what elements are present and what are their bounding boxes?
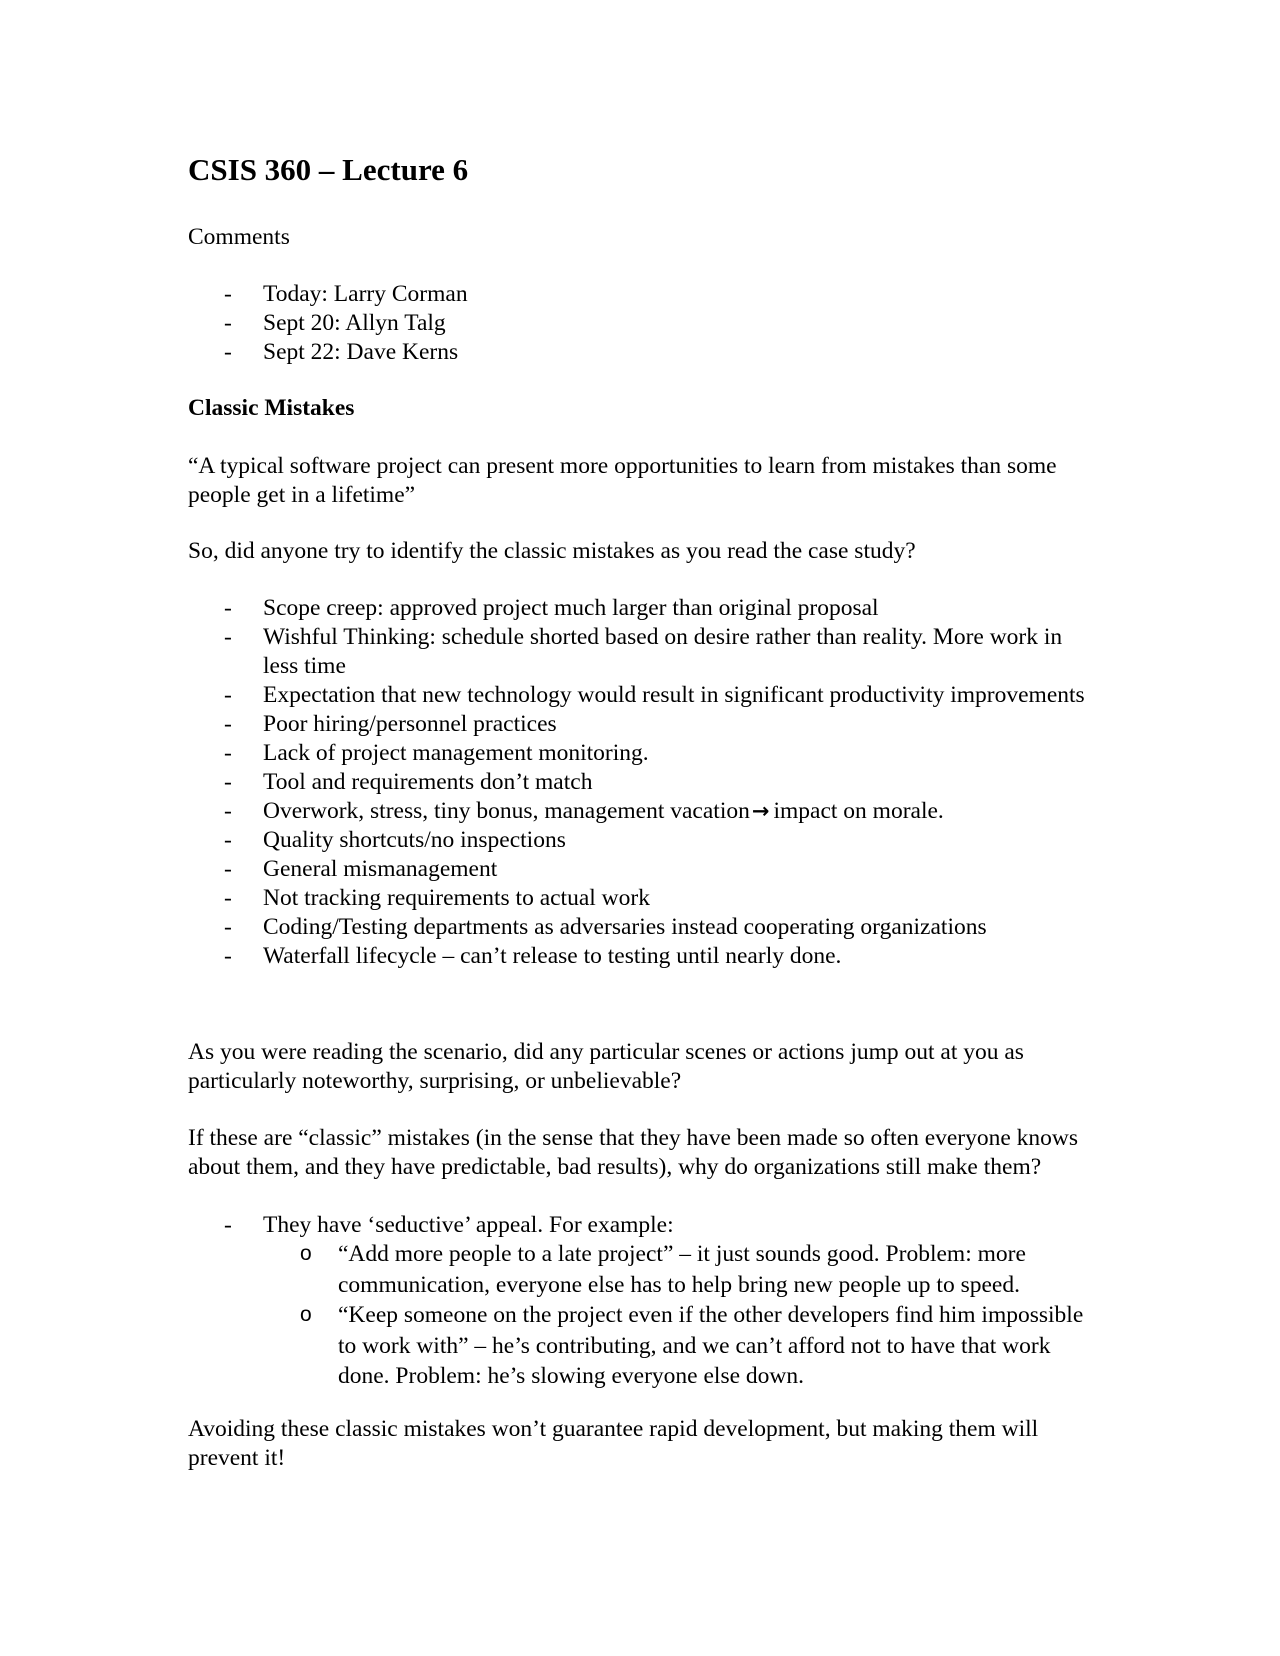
list-item [188,797,1088,826]
list-item [188,1239,1088,1300]
example-text: “Add more people to a late project” – it just sounds good. Problem: more communication, everyone else has to help bring new people up to speed. [338,1241,1026,1298]
why-paragraph: If these are “classic” mistakes (in the sense that they have been made so often everyone knows about them, and they have predictable, bad results), why do organizations still make them? [188,1125,1079,1180]
dash-bullet: - [224,595,232,621]
dash-bullet: - [224,827,232,853]
dash-bullet: - [224,914,232,940]
dash-bullet: - [224,1212,232,1238]
dash-bullet: - [224,711,232,737]
mistakes-list [188,594,1088,971]
mistake-text-before: Overwork, stress, tiny bonus, management vacation [263,798,750,824]
dash-bullet: - [224,740,232,766]
mistake-text: Waterfall lifecycle – can’t release to testing until nearly done. [263,943,842,969]
comments-heading: Comments [188,224,290,250]
dash-bullet: - [224,310,232,336]
appeal-label: They have ‘seductive’ appeal. For example: [263,1212,674,1238]
circle-bullet: o [300,1242,312,1265]
list-item [188,942,1088,971]
list-item [188,826,1088,855]
circle-bullet: o [300,1303,312,1326]
mistake-text: Not tracking requirements to actual work [263,885,650,911]
mistake-text: Coding/Testing departments as adversaries instead cooperating organizations [263,914,987,940]
mistake-text: Quality shortcuts/no inspections [263,827,566,853]
mistake-text: Expectation that new technology would result in significant productivity improvements [263,682,1085,708]
dash-bullet: - [224,943,232,969]
section-heading: Classic Mistakes [188,395,355,421]
mistake-text: Tool and requirements don’t match [263,769,593,795]
appeal-list [188,1211,1088,1240]
mistake-text: Wishful Thinking: schedule shorted based on desire rather than reality. More work in less time [263,624,1063,679]
mistake-text: General mismanagement [263,856,498,882]
dash-bullet: - [224,856,232,882]
example-text: “Keep someone on the project even if the other developers find him impossible to work with” – he’s contributing, and we can’t afford not to have that work done. Problem: he’s slowing everyone else down. [338,1302,1084,1389]
examples-list [188,1239,1088,1392]
list-item [188,739,1088,768]
dash-bullet: - [224,624,232,650]
conclusion-paragraph: Avoiding these classic mistakes won’t guarantee rapid development, but making them will prevent it! [188,1416,1039,1471]
dash-bullet: - [224,769,232,795]
right-arrow-icon: → [751,799,770,823]
list-item [188,913,1088,942]
list-item [188,594,1088,623]
list-item [188,710,1088,739]
dash-bullet: - [224,682,232,708]
dash-bullet: - [224,339,232,365]
comments-list [188,280,1088,367]
list-item [188,855,1088,884]
list-item [188,1300,1088,1392]
comment-text: Sept 22: Dave Kerns [263,339,459,365]
mistake-text: Lack of project management monitoring. [263,740,649,766]
scenario-paragraph: As you were reading the scenario, did any particular scenes or actions jump out at you as particularly noteworthy, surprising, or unbelievable? [188,1039,1024,1094]
list-item [188,280,1088,309]
quote-paragraph: “A typical software project can present more opportunities to learn from mistakes than some people get in a lifetime” [188,453,1057,508]
list-item [188,1211,1088,1240]
dash-bullet: - [224,281,232,307]
mistake-text: Scope creep: approved project much larger than original proposal [263,595,879,621]
dash-bullet: - [224,885,232,911]
mistake-text: Poor hiring/personnel practices [263,711,557,737]
page-title: CSIS 360 – Lecture 6 [188,152,469,187]
list-item [188,338,1088,367]
list-item [188,623,1088,681]
comment-text: Today: Larry Corman [263,281,468,307]
list-item [188,884,1088,913]
list-item [188,768,1088,797]
question-paragraph: So, did anyone try to identify the classic mistakes as you read the case study? [188,538,916,564]
dash-bullet: - [224,798,232,824]
list-item [188,309,1088,338]
mistake-text-after: impact on morale. [773,798,944,824]
list-item [188,681,1088,710]
comment-text: Sept 20: Allyn Talg [263,310,446,336]
